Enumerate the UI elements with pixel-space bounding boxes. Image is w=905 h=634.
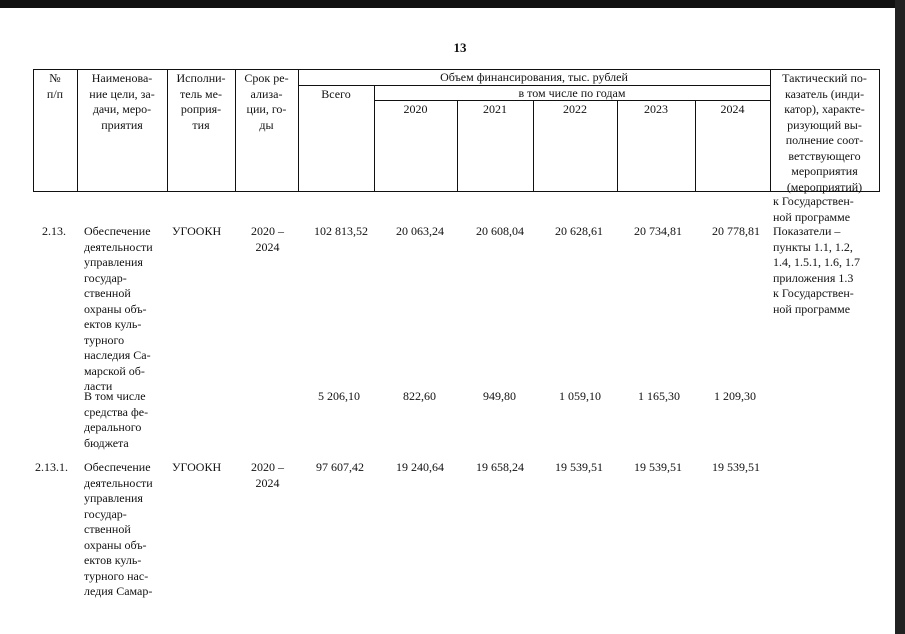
row-2022: 20 628,61 [555,224,603,238]
row-term: 2020 – 2024 [251,224,284,254]
row-2022: 19 539,51 [555,460,603,474]
header-col-total: Всего [321,87,351,101]
header-col-term: Срок ре- ализа- ции, го- ды [244,71,289,132]
row-2024: 19 539,51 [712,460,760,474]
header-col-executor: Исполни- тель ме- роприя- тия [176,71,226,132]
header-col-funding: Объем финансирования, тыс. рублей [440,70,628,84]
row-number: 2.13.1. [35,460,68,474]
row-2023: 1 165,30 [638,389,680,403]
header-col-by-year: в том числе по годам [518,86,626,100]
row-total: 102 813,52 [314,224,368,238]
row-number: 2.13. [42,224,66,238]
row-2024: 1 209,30 [714,389,756,403]
indicator-continuation: к Государствен- ной программе [773,194,854,224]
page-number: 13 [453,40,467,55]
header-col-name: Наименова- ние цели, за- дачи, меро- приятия [89,71,155,132]
row-2020: 20 063,24 [396,224,444,238]
row-2024: 20 778,81 [712,224,760,238]
row-total: 97 607,42 [316,460,364,474]
row-executor: УГООКН [172,460,222,474]
row-name: В том числе средства фе- дерального бюджета [84,389,149,450]
scan-top-border [0,0,905,8]
row-2021: 949,80 [483,389,516,403]
row-2021: 19 658,24 [476,460,524,474]
row-term: 2020 – 2024 [251,460,284,490]
row-total: 5 206,10 [318,389,360,403]
header-year-2022: 2022 [563,102,587,116]
row-name: Обеспечение деятельности управления государ- ственной охраны объ- ектов куль- турного нас- ледия Самар- [84,460,153,598]
header-year-2024: 2024 [720,102,745,116]
row-2023: 19 539,51 [634,460,682,474]
row-2022: 1 059,10 [559,389,601,403]
row-2020: 19 240,64 [396,460,444,474]
header-col-number: № п/п [46,71,64,101]
row-indicator: Показатели – пункты 1.1, 1.2, 1.4, 1.5.1, 1.6, 1.7 приложения 1.3 к Государствен- ной программе [773,224,860,316]
header-year-2021: 2021 [483,102,507,116]
row-2020: 822,60 [403,389,436,403]
row-2023: 20 734,81 [634,224,682,238]
header-year-2020: 2020 [403,102,428,116]
row-name: Обеспечение деятельности управления государ- ственной охраны объ- ектов куль- турного наследия Са- марской об- ласти [84,224,153,393]
header-year-2023: 2023 [644,102,668,116]
header-col-indicator: Тактический по- казатель (инди- катор), характе- ризующий вы- полнение соот- ветствующего мероприятия (мероприятий) [782,71,867,194]
row-2021: 20 608,04 [476,224,524,238]
row-executor: УГООКН [172,224,222,238]
scan-right-border [895,0,905,634]
